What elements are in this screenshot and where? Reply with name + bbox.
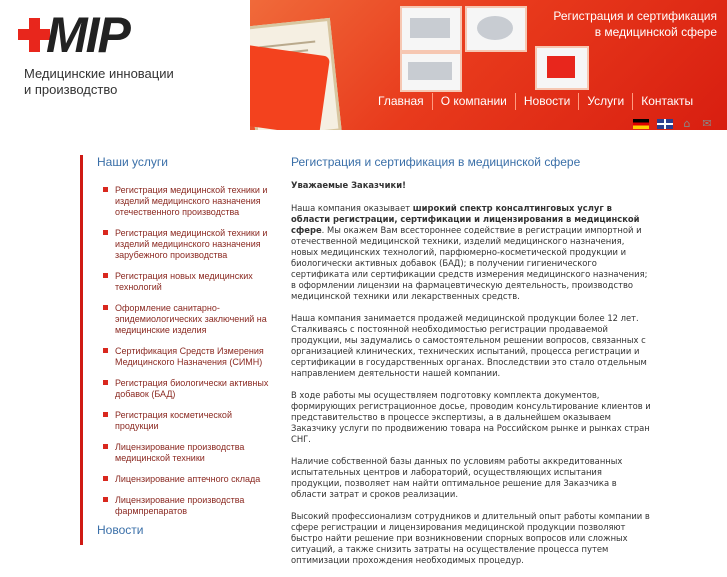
service-link[interactable]: [83, 378, 278, 400]
services-list: [83, 185, 278, 517]
header: [0, 0, 727, 140]
uk-flag-icon[interactable]: [657, 119, 673, 129]
bullet-icon: [103, 380, 108, 385]
nav-about[interactable]: О компании: [432, 93, 515, 110]
service-label: Регистрация медицинской техники и изделий медицинского назначения отечественного производства: [115, 185, 268, 217]
service-link[interactable]: [83, 303, 278, 336]
medical-device-image: [465, 6, 527, 52]
service-label: Лицензирование производства фармпрепаратов: [115, 495, 245, 516]
nav-services[interactable]: Услуги: [578, 93, 632, 110]
intro-text-rest: . Мы окажем Вам всестороннее содействие в регистрации импортной и отечественной медицинской техники, изделий медицинского назначения, новых медицинских технологий, парфюмерно-косметической продукции и биологически активных добавок (БАД); в получении гигиенического сертификата или сертификации средств измерения медицинского назначения; в оформлении лицензии на фармацевтическую деятельность, производство медицинской техники или лекарственных средств.: [291, 225, 648, 301]
service-link[interactable]: [83, 228, 278, 261]
logo-subtitle: [24, 66, 174, 98]
header-banner: [250, 0, 727, 130]
paragraph-history: Наша компания занимается продажей медицинской продукции более 12 лет. Сталкиваясь с постоянной необходимостью регистрации продаваемой продукции, мы задумались о самостоятельном решении вопросов, связанных с организацией клинических, технических испытаний, процесса регистрации и сертификации в государственных органах. Впоследствии это стало отдельным направлением деятельности нашей компании.: [291, 313, 647, 378]
service-label: Регистрация биологически активных добавок (БАД): [115, 378, 269, 399]
paragraph-intro: [291, 203, 651, 302]
service-label: Лицензирование производства медицинской техники: [115, 442, 245, 463]
service-link[interactable]: [83, 185, 278, 218]
banner-title-line1: Регистрация и сертификация: [553, 9, 717, 23]
paragraph-process: В ходе работы мы осуществляем подготовку комплекта документов, формирующих регистрационное досье, проводим консультирование клиентов и представительство в процессе экспертизы, а в дальнейшем оказываем Заказчику услуги по продвижению товара на Российском рынке и рынках стран СНГ.: [291, 390, 651, 444]
sidebar-title: Наши услуги: [97, 155, 168, 169]
service-label: Оформление санитарно-эпидемиологических заключений на медицинские изделия: [115, 303, 267, 335]
bullet-icon: [103, 273, 108, 278]
bullet-icon: [103, 497, 108, 502]
service-link[interactable]: [83, 410, 278, 432]
sidebar-news-title[interactable]: Новости: [97, 523, 144, 537]
service-link[interactable]: [83, 495, 278, 517]
banner-title-line2: в медицинской сфере: [594, 25, 717, 39]
bullet-icon: [103, 412, 108, 417]
bullet-icon: [103, 444, 108, 449]
paragraph-professionalism: Высокий профессионализм сотрудников и длительный опыт работы компании в сфере регистрации и лицензирования медицинской продукции позволяют быстро найти решение при возникновении спорных вопросов или сложных ситуаций, а также снизить затраты на осуществление процесса путем оптимизации прохождения необходимых процедур.: [291, 511, 650, 565]
service-link[interactable]: [83, 271, 278, 293]
banner-title: [553, 8, 717, 40]
logo-text: MIP: [46, 7, 129, 63]
home-icon[interactable]: ⌂: [683, 117, 691, 130]
nav-news[interactable]: Новости: [515, 93, 578, 110]
service-link[interactable]: [83, 474, 278, 485]
logo-subtitle-line1: Медицинские инновации: [24, 66, 174, 81]
intro-bold-text: широкий спектр консалтинговых услуг в области регистрации, сертификации и лицензирования в медицинской сфере: [291, 203, 640, 235]
service-label: Регистрация медицинской техники и изделий медицинского назначения зарубежного производства: [115, 228, 268, 260]
logo[interactable]: [0, 0, 250, 140]
nav-home[interactable]: Главная: [378, 94, 424, 108]
services-sidebar: [80, 155, 278, 545]
paragraph-database: Наличие собственной базы данных по условиям работы аккредитованных испытательных центров и лабораторий, осуществляющих испытания продукции, позволяет нам найти оптимальное решение для Заказчика в области затрат и сроков реализации.: [291, 456, 623, 499]
language-switcher: [633, 117, 713, 130]
medical-device-image: [400, 52, 462, 92]
bullet-icon: [103, 230, 108, 235]
medical-device-image: [400, 6, 462, 52]
logo-subtitle-line2: и производство: [24, 82, 118, 97]
bullet-icon: [103, 348, 108, 353]
german-flag-icon[interactable]: [633, 119, 649, 129]
intro-text: Наша компания оказывает: [291, 203, 413, 213]
mail-icon[interactable]: ✉: [702, 117, 712, 130]
main-nav: [370, 93, 727, 110]
bullet-icon: [103, 187, 108, 192]
medical-device-image: [535, 46, 589, 90]
greeting: Уважаемые Заказчики!: [291, 180, 406, 190]
main-content: [291, 157, 651, 577]
service-link[interactable]: [83, 346, 278, 368]
service-label: Лицензирование аптечного склада: [115, 474, 261, 484]
nav-contacts[interactable]: Контакты: [632, 93, 701, 110]
service-label: Регистрация новых медицинских технологий: [115, 271, 253, 292]
service-label: Регистрация косметической продукции: [115, 410, 232, 431]
page-title: Регистрация и сертификация в медицинской сфере: [291, 155, 581, 169]
service-link[interactable]: [83, 442, 278, 464]
bullet-icon: [103, 476, 108, 481]
service-label: Сертификация Средств Измерения Медицинского Назначения (СИМН): [115, 346, 264, 367]
bullet-icon: [103, 305, 108, 310]
folder-image: [250, 44, 330, 130]
